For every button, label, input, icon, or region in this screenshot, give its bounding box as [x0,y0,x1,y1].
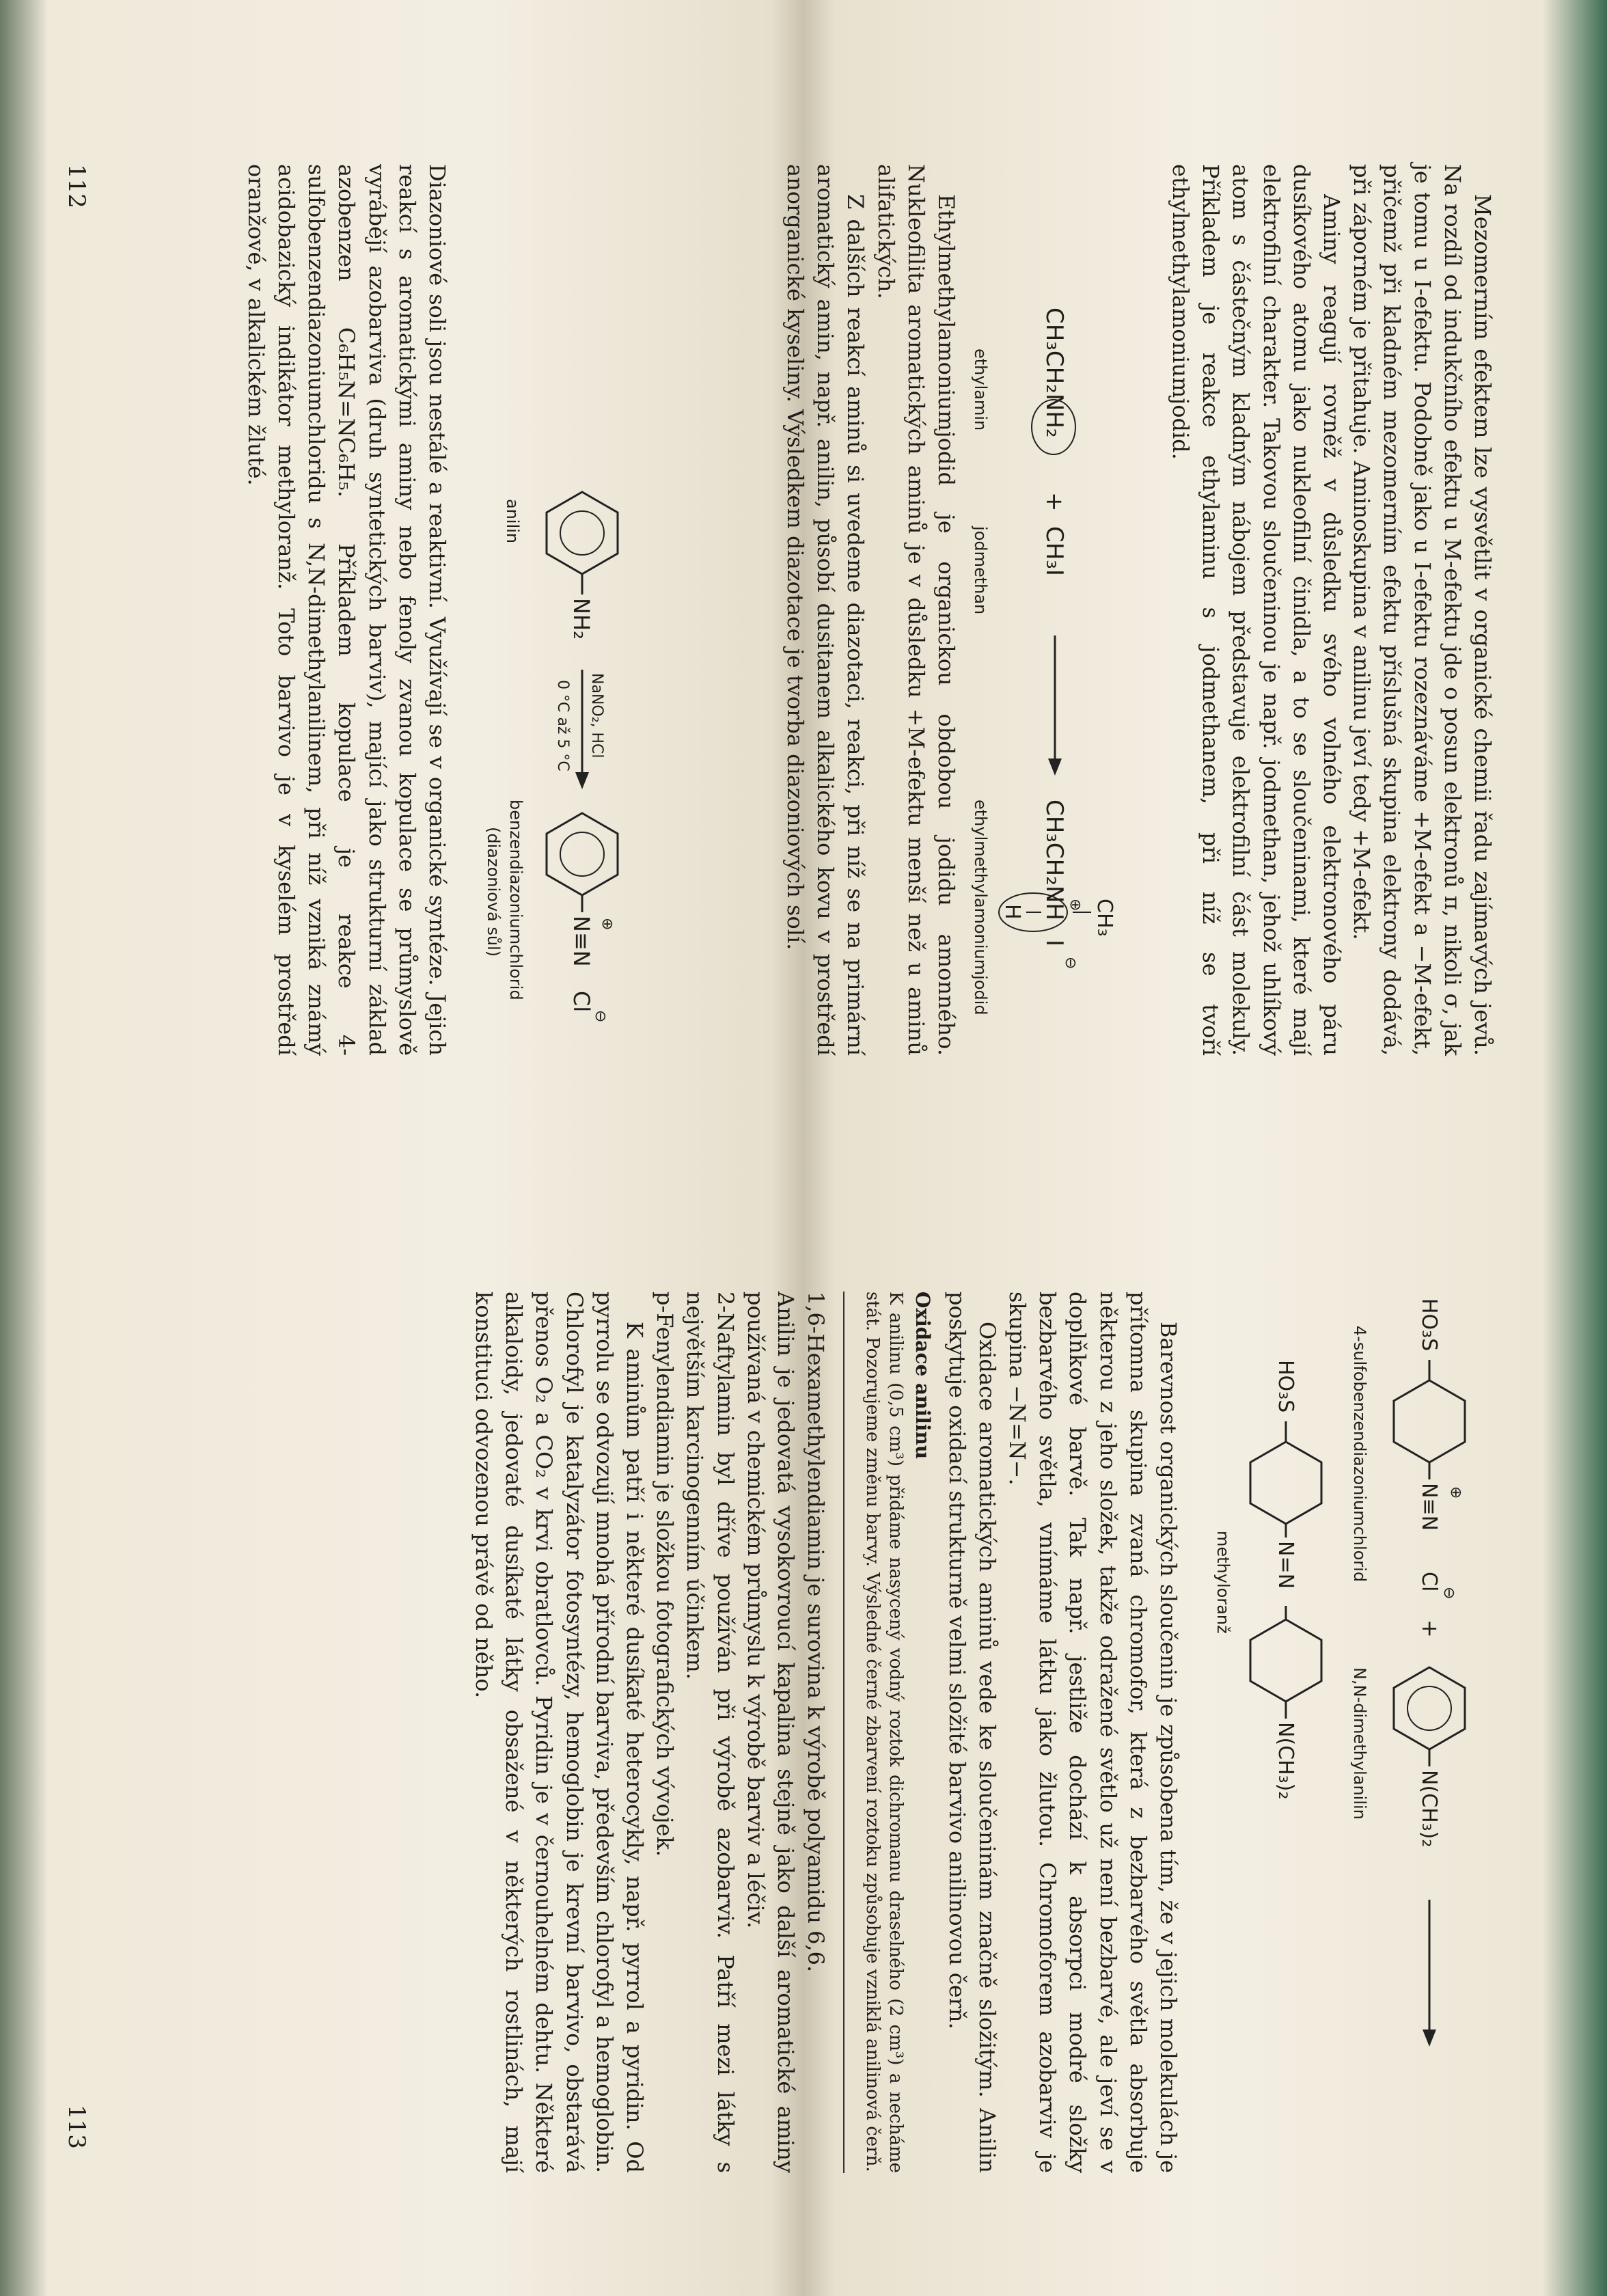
note-title: Oxidace anilinu [911,1292,935,1460]
chloride-anion: Cl [1417,1572,1441,1592]
benzene-ring [1250,1620,1321,1702]
condition-temperature: 0 °C až 5 °C [554,680,571,771]
benzene-inner-circle [560,511,604,555]
charge-negative: ⊖ [1062,957,1079,970]
paragraph-fenylendiamin: p-Fenylendiamin je složkou fotografických vývojek. [652,1292,678,1857]
condition-reagents: NaNO₂, HCl [588,673,605,758]
azo-link: N=N [1274,1541,1297,1589]
charge-negative: ⊖ [1440,1587,1457,1600]
left-bottom-text [241,164,452,1056]
left-top-text [1166,164,1498,1056]
paragraph-diazotace: Z dalších reakcí aminů si uvedeme diazotaci, reakci, při níž se na primární aromatický amin, např. anilin, působí dusitanem alkalického kovu v prostředí anorganické kyseliny. Výsledkem diazotace je tvorba diazoniových solí. [782,164,869,1056]
diazonium-group: N≡N [568,916,594,967]
paragraph-naftylamin: 2-Naftylamin byl dříve používán při výrobě azobarviv. Patří mezi látky s největším karcinogenním účinkem. [682,1292,739,2173]
chloride-anion: Cl [568,991,594,1013]
paragraph-anilin: Anilin je jedovatá vysokovroucí kapalina stejně jako další aromatické aminy používaná v chemickém průmyslu k výrobě barviv a léčiv. [742,1292,799,2173]
label-methyloranz: methyloranž [1213,1531,1233,1634]
paragraph-diazoniove-soli: Diazoniové soli jsou nestálé a reaktivní. Využívají se v organické syntéze. Jejich reakcí s aromatickými aminy nebo fenoly zvanou kopulace se průmyslově vyrábějí azobarviva (druh syntetických barviv), mající jako strukturní základ azobenzen C₆H₅N=NC₆H₅. Příkladem kopulace je reakce 4-sulfobenzendiazoniumchloridu s N,N-dimethylanilinem, při níž vzniká známý acidobazický indikátor methyloranž. Toto barvivo je v kyselém prostředí oranžové, v alkalickém žluté. [243,164,450,1056]
label-anilin: anilin [503,499,522,544]
paragraph-hexamethylendiamin: 1,6-Hexamethylendiamin je surovina k výrobě polyamidu 6,6. [803,1292,829,1973]
label-jodmethan: jodmethan [971,526,990,615]
label-diazoniova-sul: (diazoniová sůl) [484,827,503,957]
reactant-jodmethan: CH₃I [1041,526,1068,576]
product-h: H [1000,904,1024,920]
paragraph-oxidace: Oxidace aromatických aminů vede ke sloučeninám značně složitým. Anilin poskytuje oxidací strukturně velmi složité barvivo anilinovou čerň. [944,1292,1000,2173]
paragraph-heterocykly: K aminům patří i některé dusíkaté heterocykly, např. pyrrol a pyridin. Od pyrrolu se odvozují mnohá přírodní barviva, především chlorofyl a hemoglobin. Chlorofyl je katalyzátor fotosyntézy, hemoglobin je krevní barvivo, obstarává přenos O₂ a CO₂ v krvi obratlovců. Pyridin je v černouhelném dehtu. Některé alkaloidy, jedovaté dusíkaté látky obsažené v některých rostlinách, mají konstituci odvozenou právě od něho. [470,1292,648,2173]
amino-group: NH₂ [568,598,594,640]
benzene-ring [1394,1380,1465,1462]
reactant-ethylamin: CH₃CH₂NH₂ [1041,308,1068,438]
right-top-text [469,1292,1183,2173]
left-middle-text [780,164,961,1056]
page-number: 112 [63,164,90,208]
label-ethylmethylamoniumjodid: ethylmethylamoniumjodid [971,800,990,1015]
product-anion: I [1041,940,1068,947]
paragraph-mezomerni: Mezomerním efektem lze vysvětlit v organické chemii řadu zajímavých jevů. Na rozdíl od indukčního efektu u M-efektu jde o posun elektronů π, nikoli σ, jak je tomu u I-efektu. Podobně jako u I-efektu rozeznáváme +M-efekt a −M-efekt, přičemž při kladném mezomerním efektu příslušná skupina elektrony dodává, při záporném je přitahuje. Aminoskupina v anilinu jeví tedy +M-efekt. [1349,164,1496,1056]
paragraph-nukleofilita: Ethylmethylamoniumjodid je organickou obdobou jodidu amonného. Nukleofilita aromatických aminů je v důsledku +M-efektu menší než u aminů alifatických. [873,164,959,1056]
note-text: K anilinu (0,5 cm³) přidáme nasycený vodný roztok dichromanu draselného (2 cm³) a necháme stát. Pozorujeme změnu barvy. Výsledné černé zbarvení roztoku způsobuje vzniklá anilinová čerň. [862,1292,907,2173]
benzene-ring-product [547,813,618,895]
sulfo-group: HO₃S [1417,1298,1441,1352]
right-page [0,1148,1607,2296]
charge-positive: ⊕ [1447,1486,1464,1499]
scheme-ethylamin-reaction [965,171,1129,1059]
sulfo-group-product: HO₃S [1274,1360,1297,1413]
plus-sign: + [1041,492,1068,512]
plus-sign: + [1417,1620,1443,1638]
benzene-ring [1394,1667,1465,1749]
benzene-inner-circle [560,832,604,876]
dimethylamino-group-product: N(CH₃)₂ [1274,1722,1297,1800]
benzene-inner-circle [1407,1686,1451,1730]
reaction-arrowhead [1423,2030,1436,2047]
product-cation: CH₃CH₂NH [1041,800,1068,920]
divider-rule [843,1292,844,2173]
charge-positive: ⊕ [1067,899,1084,912]
label-dimethylanilin: N,N-dimethylanilin [1350,1667,1369,1820]
label-benzendiazoniumchlorid: benzendiazoniumchlorid [506,800,525,1000]
benzene-ring [1250,1442,1321,1524]
label-ethylamin: ethylamin [971,348,990,431]
paragraph-aminy: Aminy reagují rovněž v důsledku svého volného elektronového páru dusíkového atomu jako nukleofilní činidla, a to se sloučeninami, které mají elektrofilní charakter. Takovou sloučeninou je např. jodmethan, jehož uhlíkový atom s částečným kladným nábojem představuje elektrofilní část molekuly. Příkladem je reakce ethylaminu s jodmethanem, při níž se tvoří ethylmethylamoniumjodid. [1167,164,1345,1056]
paragraph-barevnost: Barevnost organických sloučenin je způsobena tím, že v jejich molekulách je přítomna skupina zvaná chromofor, která z bezbarvého světla absorbuje některou z jeho složek, takže odražené světlo už není bezbarvé, ale jeví se v doplňkové barvě. Tak např. jestliže dochází k absorpci modré složky bezbarvého světla, vnímáme látku jako žlutou. Chromoforem azobarviv je skupina −N=N−. [1004,1292,1181,2173]
reaction-arrowhead [575,772,589,789]
product-ch3: CH₃ [1093,899,1116,937]
diazonium-group: N≡N [1417,1483,1441,1531]
dimethylamino-group: N(CH₃)₂ [1417,1770,1441,1848]
charge-positive: ⊕ [599,918,616,931]
charge-negative: ⊖ [592,1010,609,1023]
reaction-arrowhead [1048,758,1062,776]
scheme-diazotace [473,171,650,1059]
page-number: 113 [63,2105,90,2149]
label-sulfobenzendiazoniumchlorid: 4-sulfobenzendiazoniumchlorid [1350,1326,1369,1583]
benzene-ring-anilin [547,492,618,574]
